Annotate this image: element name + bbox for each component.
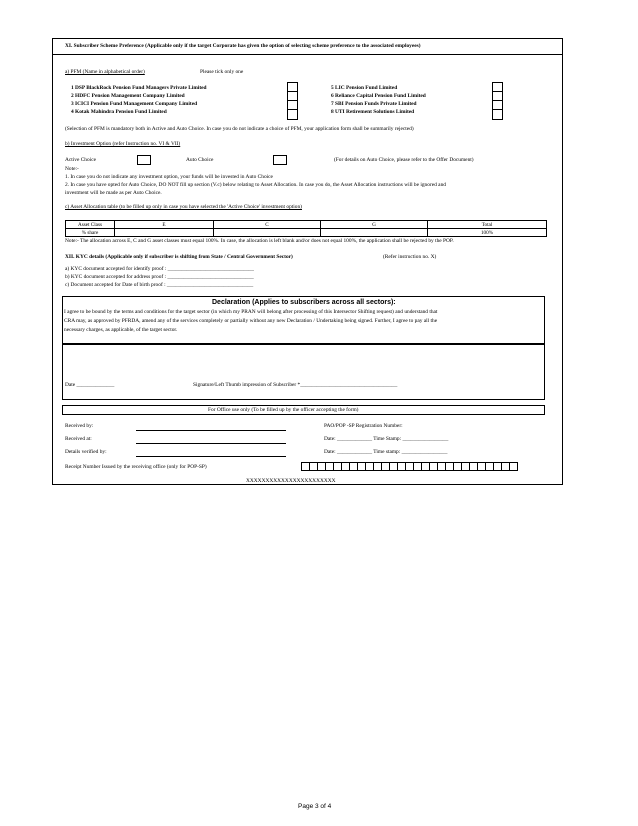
tick-label: Please tick only one xyxy=(200,69,244,75)
investment-option-label: b) Investment Option (refer Instruction no. VI & VII) xyxy=(65,141,181,147)
verified-by-label: Details verified by: xyxy=(65,449,107,455)
asset-header: C xyxy=(214,221,321,229)
active-choice-label: Active Choice xyxy=(65,157,96,163)
kyc-dob-line[interactable]: c) Document accepted for Date of birth proof : ________________________________ xyxy=(65,282,254,288)
declaration-line-1: I agree to be bound by the terms and conditions for the target sector (in which my PRAN will belong after processing of this Intersector Shifting request) and understand that xyxy=(64,309,438,315)
receipt-number-boxes[interactable] xyxy=(302,462,518,471)
received-at-label: Received at: xyxy=(65,436,92,442)
received-at-line[interactable] xyxy=(136,443,286,444)
asset-cell: % share xyxy=(66,229,115,237)
pfm-tick-boxes-right[interactable] xyxy=(492,82,503,120)
declaration-title: Declaration (Applies to subscribers across all sectors): xyxy=(212,299,396,306)
verified-by-line[interactable] xyxy=(136,456,286,457)
pfm-option-2: 2 HDFC Pension Management Company Limited xyxy=(71,93,185,99)
pfm-option-8: 8 UTI Retirement Solutions Limited xyxy=(331,109,415,115)
offer-note: (For details on Auto Choice, please refer to the Offer Document) xyxy=(334,157,474,163)
office-heading: For Office use only (To be filled up by the officer accepting the form) xyxy=(208,407,359,413)
pfm-option-1: 1 DSP BlackRock Pension Fund Managers Private Limited xyxy=(71,85,207,91)
asset-input-e[interactable] xyxy=(115,229,214,237)
receipt-number-label: Receipt Number Issued by the receiving office (only for POP-SP) xyxy=(65,464,207,470)
asset-header: Asset Class xyxy=(66,221,115,229)
note-2a: 2. In case you have opted for Auto Choice, DO NOT fill up section (V.c) below relating to Asset Allocation. In case you do, the Asset Allocation instructions will be ignored and xyxy=(65,182,446,188)
end-marks: XXXXXXXXXXXXXXXXXXXXXXX xyxy=(246,478,336,484)
date-time-stamp-2[interactable]: Date: _____________ Time stamp: _________________ xyxy=(324,449,448,455)
received-by-line[interactable] xyxy=(136,430,286,431)
declaration-line-2: CRA may, as approved by PFRDA, amend any of the services completely or partially without any new Declaration / Undertaking being signed. Further, I agree to pay all the xyxy=(64,318,438,324)
selection-note: (Selection of PFM is mandatory both in Active and Auto Choice. In case you do not indicate a choice of PFM, your application form shall be summarily rejected) xyxy=(65,126,414,132)
page-number: Page 3 of 4 xyxy=(298,803,332,810)
received-by-label: Received by: xyxy=(65,423,94,429)
date-time-stamp-1[interactable]: Date: _____________ Time Stamp: _________________ xyxy=(324,436,449,442)
asset-input-g[interactable] xyxy=(321,229,428,237)
pfm-label: a) PFM (Name in alphabetical order) xyxy=(65,69,145,75)
declaration-date[interactable]: Date ______________ xyxy=(65,382,115,388)
asset-note: Note:- The allocation across E, C and G asset classes must equal 100%. In case, the allocation is left blank and/or does not equal 100%, the application shall be rejected by the POP. xyxy=(65,238,454,244)
pfm-option-6: 6 Reliance Capital Pension Fund Limited xyxy=(331,93,426,99)
registration-number-label: PAO/POP -SP Registration Number: xyxy=(324,423,403,429)
note-label: Note:- xyxy=(65,166,79,172)
note-1: 1. In case you do not indicate any investment option, your funds will be invested in Auto Choice xyxy=(65,174,273,180)
auto-choice-label: Auto Choice xyxy=(186,157,214,163)
section-12-ref: (Refer instruction no. X) xyxy=(383,254,437,260)
signature-box xyxy=(62,344,545,400)
section-11-heading: XI. Subscriber Scheme Preference (Applicable only if the target Corporate has given the option of selecting scheme preference to the associated employees) xyxy=(65,43,421,49)
subscriber-signature[interactable]: Signature/Left Thumb impression of Subscriber *____________________________________ xyxy=(193,382,398,388)
asset-total: 100% xyxy=(428,229,547,237)
active-choice-checkbox[interactable] xyxy=(137,155,151,165)
kyc-address-line[interactable]: b) KYC document accepted for address proof : ________________________________ xyxy=(65,274,254,280)
asset-input-c[interactable] xyxy=(214,229,321,237)
kyc-identity-line[interactable]: a) KYC document accepted for identify proof : ________________________________ xyxy=(65,266,254,272)
declaration-line-3: necessary charges, as applicable, of the target sector. xyxy=(64,327,178,333)
pfm-option-3: 3 ICICI Pension Fund Management Company Limited xyxy=(71,101,198,107)
pfm-option-4: 4 Kotak Mahindra Pension Fund Limited xyxy=(71,109,167,115)
asset-table-label: c) Asset Allocation table (to be filled up only in case you have selected the 'Active Choice' investment option) xyxy=(65,204,302,210)
asset-header: Total xyxy=(428,221,547,229)
asset-allocation-table xyxy=(65,220,547,237)
pfm-option-5: 5 LIC Pension Fund Limited xyxy=(331,85,398,91)
divider xyxy=(52,54,563,55)
pfm-option-7: 7 SBI Pension Funds Private Limited xyxy=(331,101,417,107)
note-2b: investment will be made as per Auto Choice. xyxy=(65,190,162,196)
pfm-tick-boxes-left[interactable] xyxy=(287,82,298,120)
auto-choice-checkbox[interactable] xyxy=(273,155,287,165)
asset-header: E xyxy=(115,221,214,229)
section-12-heading: XII. KYC details (Applicable only if subscriber is shifting from State / Central Government Sector) xyxy=(65,254,293,260)
asset-header: G xyxy=(321,221,428,229)
